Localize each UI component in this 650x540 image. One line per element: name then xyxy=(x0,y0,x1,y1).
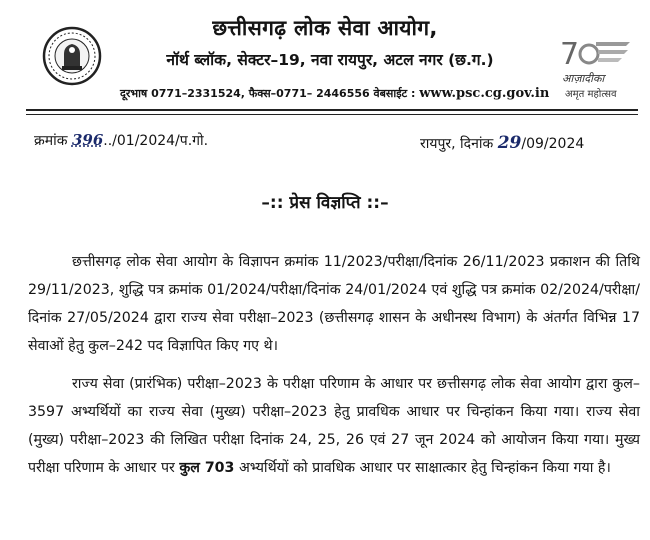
header-divider-thin xyxy=(26,114,638,115)
paragraph-results xyxy=(28,370,640,482)
reference-number xyxy=(34,131,208,150)
header-divider xyxy=(26,109,638,111)
azadi-text-1: आज़ादीका xyxy=(562,72,605,85)
org-contact xyxy=(120,86,550,101)
website-link[interactable]: www.psc.cg.gov.in xyxy=(419,86,550,101)
date-prefix: रायपुर, दिनांक xyxy=(420,136,498,152)
results-text-1: राज्य सेवा (प्रारंभिक) परीक्षा–2023 के परीक्षा परिणाम के आधार पर छत्तीसगढ़ लोक सेवा आयोग द्वारा कुल–3597 अभ्यर्थियों का राज्य सेवा (मुख्य) परीक्षा–2023 हेतु प्रावधिक आधार पर चिन्हांकन किया गया। राज्य सेवा (मुख्य) परीक्षा–2023 की लिखित परीक्षा दिनांक 24, 25, 26 एवं 27 जून 2024 को आयोजन किया गया। मुख्य परीक्षा परिणाम के आधार पर xyxy=(28,376,640,476)
results-text-2: अभ्यर्थियों को प्रावधिक आधार पर साक्षात्कार हेतु चिन्हांकन किया गया है। xyxy=(234,460,611,476)
ref-prefix: क्रमांक xyxy=(34,133,72,149)
ref-suffix: ../01/2024/प.गो. xyxy=(103,133,209,149)
press-release-title: –:: प्रेस विज्ञप्ति ::– xyxy=(261,193,389,213)
paragraph-advertisement: छत्तीसगढ़ लोक सेवा आयोग के विज्ञापन क्रमांक 11/2023/परीक्षा/दिनांक 26/11/2023 प्रकाशन की तिथि 29/11/2023, शुद्धि पत्र क्रमांक 01/2024/परीक्षा/दिनांक 24/01/2024 एवं शुद्धि पत्र क्रमांक 02/2024/परीक्षा/दिनांक 27/05/2024 द्वारा राज्य सेवा परीक्षा–2023 (छत्तीसगढ़ शासन के अधीनस्थ विभाग) के अंतर्गत विभिन्न 17 सेवाओं हेतु कुल–242 पद विज्ञापित किए गए थे। xyxy=(28,254,640,354)
contact-numbers: दूरभाष 0771–2331524, फैक्स–0771– 2446556 वेबसाईट : xyxy=(120,87,420,100)
svg-text:7: 7 xyxy=(560,37,580,72)
org-address: नॉर्थ ब्लॉक, सेक्टर–19, नवा रायपुर, अटल नगर (छ.ग.) xyxy=(166,51,494,69)
ref-number-handwritten: 396 xyxy=(71,131,104,149)
date-day-handwritten: 29 xyxy=(497,133,522,153)
date-rest: /09/2024 xyxy=(521,136,585,152)
org-name: छत्तीसगढ़ लोक सेवा आयोग, xyxy=(212,16,438,40)
azadi-text-2: अमृत महोत्सव xyxy=(565,89,617,100)
reference-date xyxy=(420,133,584,153)
results-count-bold: कुल 703 xyxy=(179,460,235,476)
